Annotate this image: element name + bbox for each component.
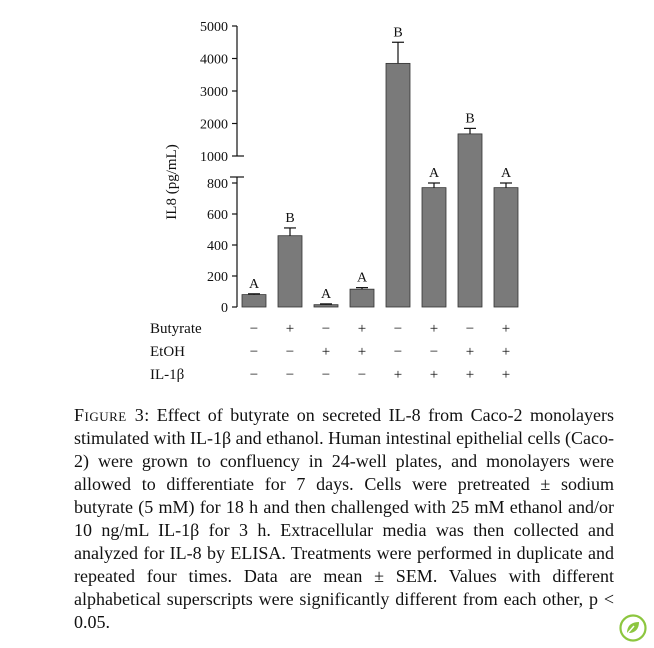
significance-letter: A xyxy=(428,166,440,181)
treatment-sign: + xyxy=(429,367,439,383)
treatment-sign: − xyxy=(321,321,331,337)
treatment-sign: + xyxy=(357,321,367,337)
y-tick-label: 600 xyxy=(207,208,228,223)
treatment-row-label: Butyrate xyxy=(150,321,202,337)
treatment-sign: + xyxy=(429,321,439,337)
y-tick-label: 4000 xyxy=(200,52,228,68)
significance-letter: A xyxy=(248,276,260,292)
treatment-row-label: IL-1β xyxy=(150,367,185,383)
treatment-sign: − xyxy=(249,321,259,337)
treatment-sign: − xyxy=(285,367,295,383)
treatment-sign: + xyxy=(465,344,475,360)
treatment-table xyxy=(150,321,510,383)
treatment-sign: − xyxy=(321,367,331,383)
bar xyxy=(386,63,410,307)
treatment-sign: + xyxy=(501,344,511,360)
treatment-sign: + xyxy=(285,321,295,337)
treatment-sign: + xyxy=(357,344,367,360)
treatment-sign: − xyxy=(393,321,403,337)
bar xyxy=(242,295,266,307)
bar xyxy=(494,188,518,307)
treatment-sign: − xyxy=(285,344,295,360)
treatment-sign: + xyxy=(321,344,331,360)
figure-label: Figure 3 xyxy=(74,405,145,425)
y-tick-label: 400 xyxy=(207,239,228,254)
treatment-sign: + xyxy=(393,367,403,383)
leaf-logo-icon xyxy=(619,614,647,642)
y-axis-label: IL8 (pg/mL) xyxy=(164,144,180,220)
bar xyxy=(314,305,338,307)
bar xyxy=(422,188,446,307)
treatment-sign: − xyxy=(249,344,259,360)
y-tick-label: 0 xyxy=(221,301,228,316)
bars xyxy=(242,25,518,307)
y-axis xyxy=(200,20,244,316)
treatment-row-label: EtOH xyxy=(150,344,185,360)
y-tick-label: 5000 xyxy=(200,20,228,35)
treatment-sign: + xyxy=(501,367,511,383)
significance-letter: A xyxy=(500,166,512,181)
treatment-sign: − xyxy=(357,367,367,383)
y-tick-label: 2000 xyxy=(200,117,228,133)
y-tick-label: 800 xyxy=(207,177,228,192)
y-tick-label: 200 xyxy=(207,270,228,285)
significance-letter: A xyxy=(356,270,368,286)
significance-letter: A xyxy=(320,286,332,302)
y-tick-label: 3000 xyxy=(200,85,228,100)
treatment-sign: + xyxy=(501,321,511,337)
treatment-sign: − xyxy=(249,367,259,383)
bar xyxy=(278,236,302,307)
treatment-sign: − xyxy=(465,321,475,337)
figure-caption xyxy=(74,404,614,634)
bar xyxy=(350,289,374,307)
y-tick-label: 1000 xyxy=(200,150,228,165)
significance-letter: B xyxy=(465,111,475,127)
significance-letter: B xyxy=(285,210,295,226)
bar xyxy=(458,134,482,307)
significance-letter: B xyxy=(393,25,403,41)
treatment-sign: − xyxy=(393,344,403,360)
treatment-sign: + xyxy=(465,367,475,383)
caption-text: : Effect of butyrate on secreted IL-8 from Caco-2 monolayers stimulated with IL-1β and ethanol. Human intestinal epithelial cells (Caco-2) were grown to confluency in 24-well plates, and monolayers were allowed to differentiate for 7 days. Cells were pretreated ± sodium butyrate (5 mM) for 18 h and then challenged with 25 mM ethanol and/or 10 ng/mL IL-1β for 3 h. Extracellular media was then collected and analyzed for IL-8 by ELISA. Treatments were performed in duplicate and repeated four times. Data are mean ± SEM. Values with different alphabetical superscripts were significantly different from each other, p < 0.05. xyxy=(74,405,615,632)
treatment-sign: − xyxy=(429,344,439,360)
